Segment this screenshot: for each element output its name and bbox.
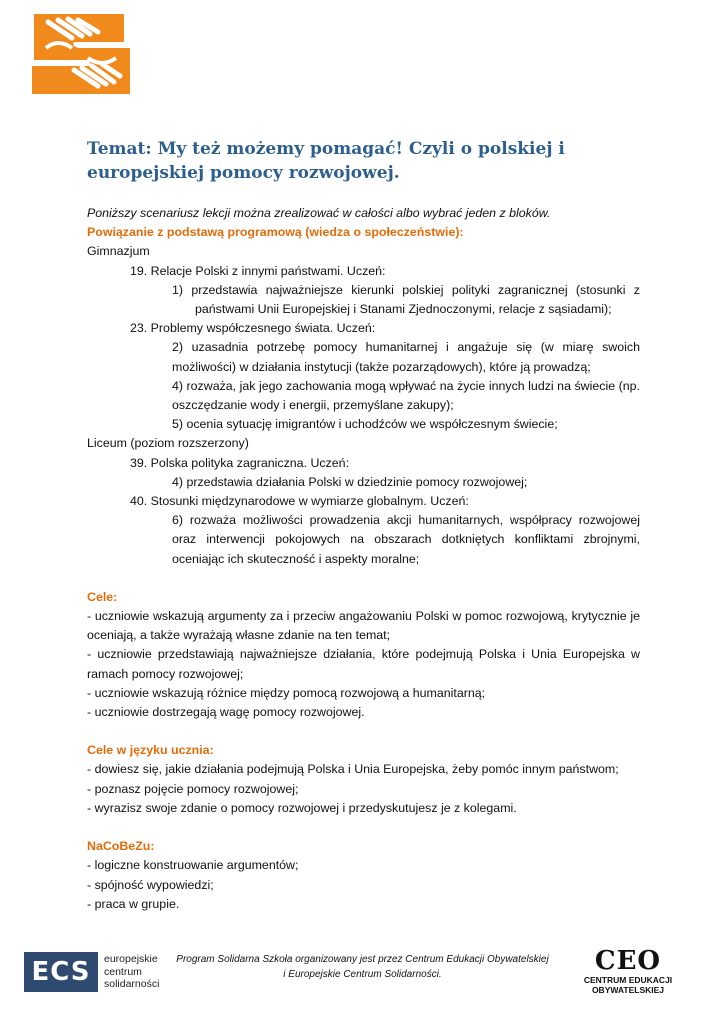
student-goals-heading: Cele w języku ucznia: [87, 743, 214, 758]
curriculum-item-39: 39. Polska polityka zagraniczna. Uczeń: [130, 455, 350, 470]
curriculum-heading: Powiązanie z podstawą programową (wiedza o społeczeństwie): [87, 225, 464, 240]
curriculum-item-23-5: 5) ocenia sytuację imigrantów i uchodźców we współczesnym świecie; [172, 417, 558, 432]
goal-item: - uczniowie wskazują argumenty za i przeciw angażowaniu Polski w pomoc rozwojową, krytycznie je oceniają, a także wyrażają własne zdanie na ten temat; [87, 609, 640, 643]
solidarna-szkola-logo [18, 8, 142, 100]
gimnazjum-label: Gimnazjum [87, 244, 150, 259]
nacobezu-item: - spójność wypowiedzi; [87, 877, 214, 892]
ecs-logo-text [104, 953, 159, 991]
lesson-content [87, 204, 640, 914]
ecs-line: centrum [104, 965, 142, 978]
ecs-logo-mark: ECS [24, 952, 98, 992]
curriculum-item-23: 23. Problemy współczesnego świata. Uczeń: [130, 321, 376, 336]
ecs-logo [24, 952, 164, 992]
student-goal-item: - dowiesz się, jakie działania podejmują Polska i Unia Europejska, żeby pomóc innym państwom; [87, 762, 619, 777]
footer-line: i Europejskie Centrum Solidarności. [283, 968, 442, 980]
goal-item: - uczniowie wskazują różnice między pomocą rozwojową a humanitarną; [87, 685, 486, 700]
ecs-line: europejskie [104, 953, 158, 965]
goal-item: - uczniowie dostrzegają wagę pomocy rozwojowej. [87, 705, 365, 720]
ceo-line: OBYWATELSKIEJ [591, 985, 665, 995]
ceo-line: CENTRUM EDUKACJI [583, 975, 673, 985]
page-title: Temat: My też możemy pomagać! Czyli o polskiej i europejskiej pomocy rozwojowej. [87, 139, 565, 183]
curriculum-item-40: 40. Stosunki międzynarodowe w wymiarze globalnym. Uczeń: [130, 494, 469, 509]
curriculum-item-40-6: 6) rozważa możliwości prowadzenia akcji humanitarnych, współpracy rozwojowej oraz interwencji pokojowych na obszarach dotkniętych konfliktami zbrojnymi, oceniając ich skuteczność i aspekty moralne; [172, 513, 640, 566]
goal-item: - uczniowie przedstawiają najważniejsze działania, które podejmują Polska i Unia Europejska w ramach pomocy rozwojowej; [87, 647, 640, 681]
nacobezu-item: - logiczne konstruowanie argumentów; [87, 858, 299, 873]
nacobezu-item: - praca w grupie. [87, 896, 180, 911]
liceum-label: Liceum (poziom rozszerzony) [87, 436, 249, 451]
curriculum-item-19-1: 1) przedstawia najważniejsze kierunki polskiej polityki zagranicznej (stosunki z państwami Unii Europejskiej i Stanami Zjednoczonymi, relacje z sąsiadami); [172, 282, 640, 317]
curriculum-item-23-4: 4) rozważa, jak jego zachowania mogą wpływać na życie innych ludzi na świecie (np. oszczędzanie wody i energii, przemyślane zakupy); [172, 378, 640, 413]
ecs-line: solidarności [104, 978, 160, 990]
intro-text: Poniższy scenariusz lekcji można zrealizować w całości albo wybrać jeden z bloków. [87, 206, 551, 220]
footer-program-note [170, 953, 555, 982]
student-goal-item: - poznasz pojęcie pomocy rozwojowej; [87, 781, 299, 796]
curriculum-item-19: 19. Relacje Polski z innymi państwami. Uczeń: [130, 263, 386, 278]
student-goal-item: - wyrazisz swoje zdanie o pomocy rozwojowej i przedyskutujesz je z kolegami. [87, 800, 517, 815]
footer-line: Program Solidarna Szkoła organizowany jest przez Centrum Edukacji Obywatelskiej [176, 954, 549, 965]
curriculum-item-39-4: 4) przedstawia działania Polski w dziedzinie pomocy rozwojowej; [172, 474, 528, 489]
ceo-logo-mark: CEO [594, 946, 662, 976]
goals-heading: Cele: [87, 589, 118, 604]
ceo-logo [582, 947, 674, 999]
curriculum-item-23-2: 2) uzasadnia potrzebę pomocy humanitarnej i angażuje się (w miarę swoich możliwości) w działania instytucji (także pozarządowych), które ją prowadzą; [172, 340, 640, 374]
nacobezu-heading: NaCoBeZu: [87, 839, 155, 854]
